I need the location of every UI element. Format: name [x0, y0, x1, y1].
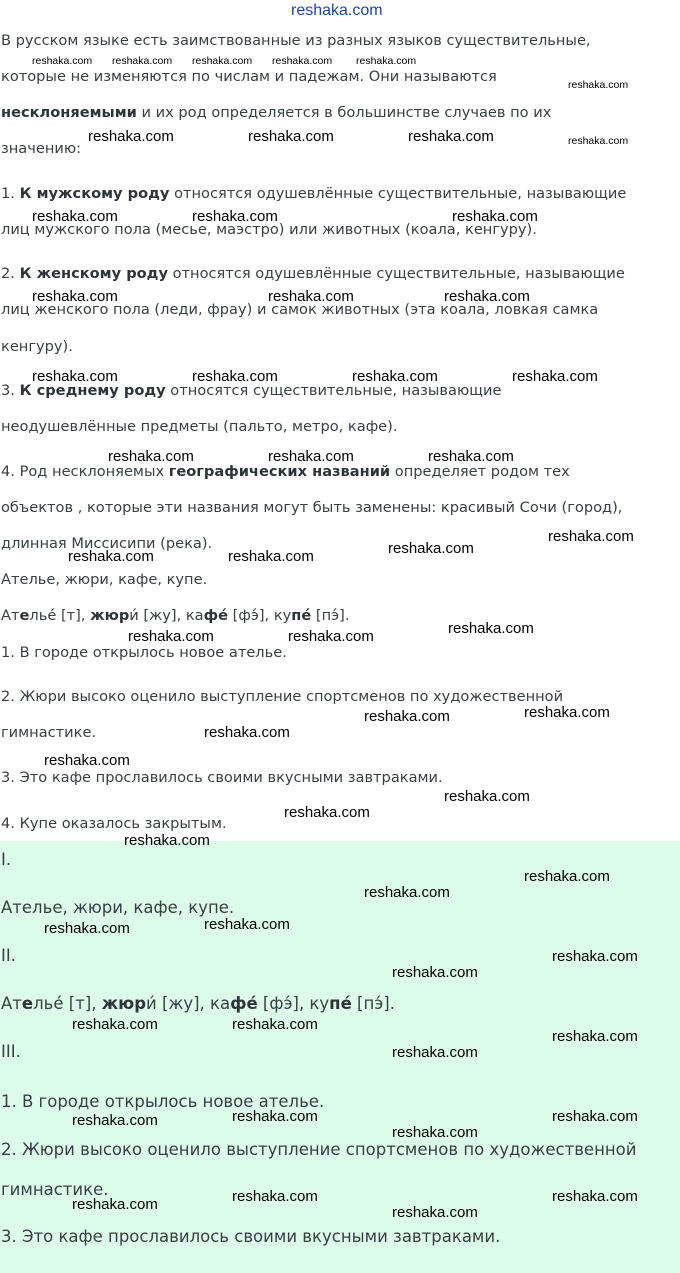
watermark: reshaka.com [524, 704, 610, 721]
stress-part: жюр [90, 607, 130, 624]
watermark: reshaka.com [356, 55, 417, 67]
watermark: reshaka.com [512, 368, 598, 385]
section-iii: III. [1, 1042, 21, 1061]
watermark: reshaka.com [32, 55, 93, 67]
rule-text: относятся одушевлённые существительные, называющие [169, 185, 627, 202]
answer-words: Ателье, жюри, кафе, купе. [1, 571, 208, 588]
watermark: reshaka.com [548, 528, 634, 545]
rule-4-line-2: объектов , которые эти названия могут быть заменены: красивый Сочи (город), [1, 499, 623, 516]
watermark: reshaka.com [568, 79, 629, 91]
watermark: reshaka.com [284, 804, 370, 821]
green-stress [1, 995, 395, 1013]
rule-1-line-2: лиц мужского пола (месье, маэстро) или животных (коала, кенгуру). [1, 221, 537, 238]
watermark: reshaka.com [392, 1204, 478, 1221]
rule-2-line-3: кенгуру). [1, 338, 73, 355]
watermark: reshaka.com [288, 628, 374, 645]
watermark: reshaka.com [232, 1016, 318, 1033]
stress-part: лье́ [т], [33, 994, 102, 1013]
watermark: reshaka.com [552, 1188, 638, 1205]
watermark: reshaka.com [44, 752, 130, 769]
watermark: reshaka.com [248, 128, 334, 145]
watermark: reshaka.com [568, 135, 629, 147]
stress-part: [пэ́]. [351, 994, 395, 1013]
green-sentence-1: 1. В городе открылось новое ателье. [1, 1092, 325, 1111]
answer-sentence-1: 1. В городе открылось новое ателье. [1, 644, 287, 661]
stress-part: Ат [1, 994, 22, 1013]
section-ii: II. [1, 946, 16, 965]
term-indeclinable: несклоняемыми [1, 104, 137, 121]
intro-line-3-rest: и их род определяется в большинстве случаев по их [136, 104, 552, 121]
watermark: reshaka.com [192, 368, 278, 385]
rule-term: географических названий [168, 463, 391, 480]
green-words: Ателье, жюри, кафе, купе. [1, 898, 235, 917]
green-sentence-3: 3. Это кафе прославилось своими вкусными завтраками. [1, 1227, 501, 1246]
stress-part: пе́ [291, 607, 312, 624]
watermark: reshaka.com [128, 628, 214, 645]
stress-part: [фэ́], ку [257, 994, 330, 1013]
watermark: reshaka.com [364, 708, 450, 725]
watermark: reshaka.com [552, 1028, 638, 1045]
watermark: reshaka.com [32, 368, 118, 385]
watermark: reshaka.com [291, 2, 383, 19]
watermark: reshaka.com [268, 288, 354, 305]
watermark: reshaka.com [124, 832, 210, 849]
watermark: reshaka.com [44, 920, 130, 937]
watermark: reshaka.com [72, 1016, 158, 1033]
rule-number: 2. [1, 265, 20, 282]
stress-part: жюр [101, 994, 147, 1013]
watermark: reshaka.com [32, 208, 118, 225]
watermark: reshaka.com [392, 1044, 478, 1061]
rule-text: относятся одушевлённые существительные, называющие [167, 265, 625, 282]
rule-text: 4. Род несклоняемых [1, 463, 169, 480]
intro-line-2: которые не изменяются по числам и падежам. Они называются [1, 68, 497, 85]
rule-text: определяет родом тех [390, 463, 570, 480]
watermark: reshaka.com [428, 448, 514, 465]
section-i: I. [1, 850, 12, 869]
watermark: reshaka.com [68, 548, 154, 565]
watermark: reshaka.com [364, 884, 450, 901]
answer-sentence-3: 3. Это кафе прославилось своими вкусными завтраками. [1, 769, 443, 786]
watermark: reshaka.com [232, 1188, 318, 1205]
rule-term: К среднему роду [19, 382, 166, 399]
stress-part: и́ [жу], ка [146, 994, 231, 1013]
green-sentence-2b: гимнастике. [1, 1180, 109, 1199]
stress-part: Ат [1, 607, 20, 624]
rule-term: К женскому роду [19, 265, 168, 282]
rule-4-line-3: длинная Миссисипи (река). [1, 535, 213, 552]
watermark: reshaka.com [88, 128, 174, 145]
watermark: reshaka.com [72, 1196, 158, 1213]
rule-2-line-2: лиц женского пола (леди, фрау) и самок животных (эта коала, ловкая самка [1, 301, 599, 318]
rule-3-line-2: неодушевлённые предметы (пальто, метро, кафе). [1, 418, 398, 435]
rule-2 [1, 265, 625, 283]
intro-line-4: значению: [1, 140, 82, 157]
watermark: reshaka.com [72, 1112, 158, 1129]
stress-part: е [21, 994, 34, 1013]
watermark: reshaka.com [392, 964, 478, 981]
answer-sentence-2: 2. Жюри высоко оценило выступление спортсменов по художественной [1, 688, 564, 705]
rule-number: 3. [1, 382, 20, 399]
watermark: reshaka.com [192, 55, 253, 67]
watermark: reshaka.com [452, 208, 538, 225]
watermark: reshaka.com [552, 948, 638, 965]
watermark: reshaka.com [108, 448, 194, 465]
rule-term: К мужскому роду [19, 185, 170, 202]
stress-part: пе́ [329, 994, 352, 1013]
green-sentence-2: 2. Жюри высоко оценило выступление спортсменов по художественной [1, 1140, 637, 1159]
watermark: reshaka.com [272, 55, 333, 67]
watermark: reshaka.com [448, 620, 534, 637]
intro-line-3 [1, 104, 551, 122]
watermark: reshaka.com [204, 916, 290, 933]
watermark: reshaka.com [388, 540, 474, 557]
stress-part: [фэ́], ку [228, 607, 292, 624]
stress-part: е [19, 607, 30, 624]
intro-line-1: В русском языке есть заимствованные из разных языков существительные, [1, 32, 591, 49]
stress-part: [пэ́]. [311, 607, 350, 624]
answer-sentence-2b: гимнастике. [1, 724, 97, 741]
watermark: reshaka.com [408, 128, 494, 145]
rule-number: 1. [1, 185, 20, 202]
answer-sentence-4: 4. Купе оказалось закрытым. [1, 815, 227, 832]
stress-part: фе́ [230, 994, 258, 1013]
watermark: reshaka.com [444, 788, 530, 805]
watermark: reshaka.com [112, 55, 173, 67]
watermark: reshaka.com [268, 448, 354, 465]
rule-text: относятся существительные, называющие [165, 382, 502, 399]
watermark: reshaka.com [352, 368, 438, 385]
answer-stress [1, 607, 349, 625]
watermark: reshaka.com [444, 288, 530, 305]
stress-part: лье́ [т], [29, 607, 91, 624]
stress-part: и́ [жу], ка [129, 607, 204, 624]
watermark: reshaka.com [32, 288, 118, 305]
watermark: reshaka.com [552, 1108, 638, 1125]
rule-1 [1, 185, 626, 203]
watermark: reshaka.com [228, 548, 314, 565]
watermark: reshaka.com [204, 724, 290, 741]
watermark: reshaka.com [232, 1108, 318, 1125]
watermark: reshaka.com [192, 208, 278, 225]
watermark: reshaka.com [392, 1124, 478, 1141]
watermark: reshaka.com [524, 868, 610, 885]
stress-part: фе́ [203, 607, 229, 624]
